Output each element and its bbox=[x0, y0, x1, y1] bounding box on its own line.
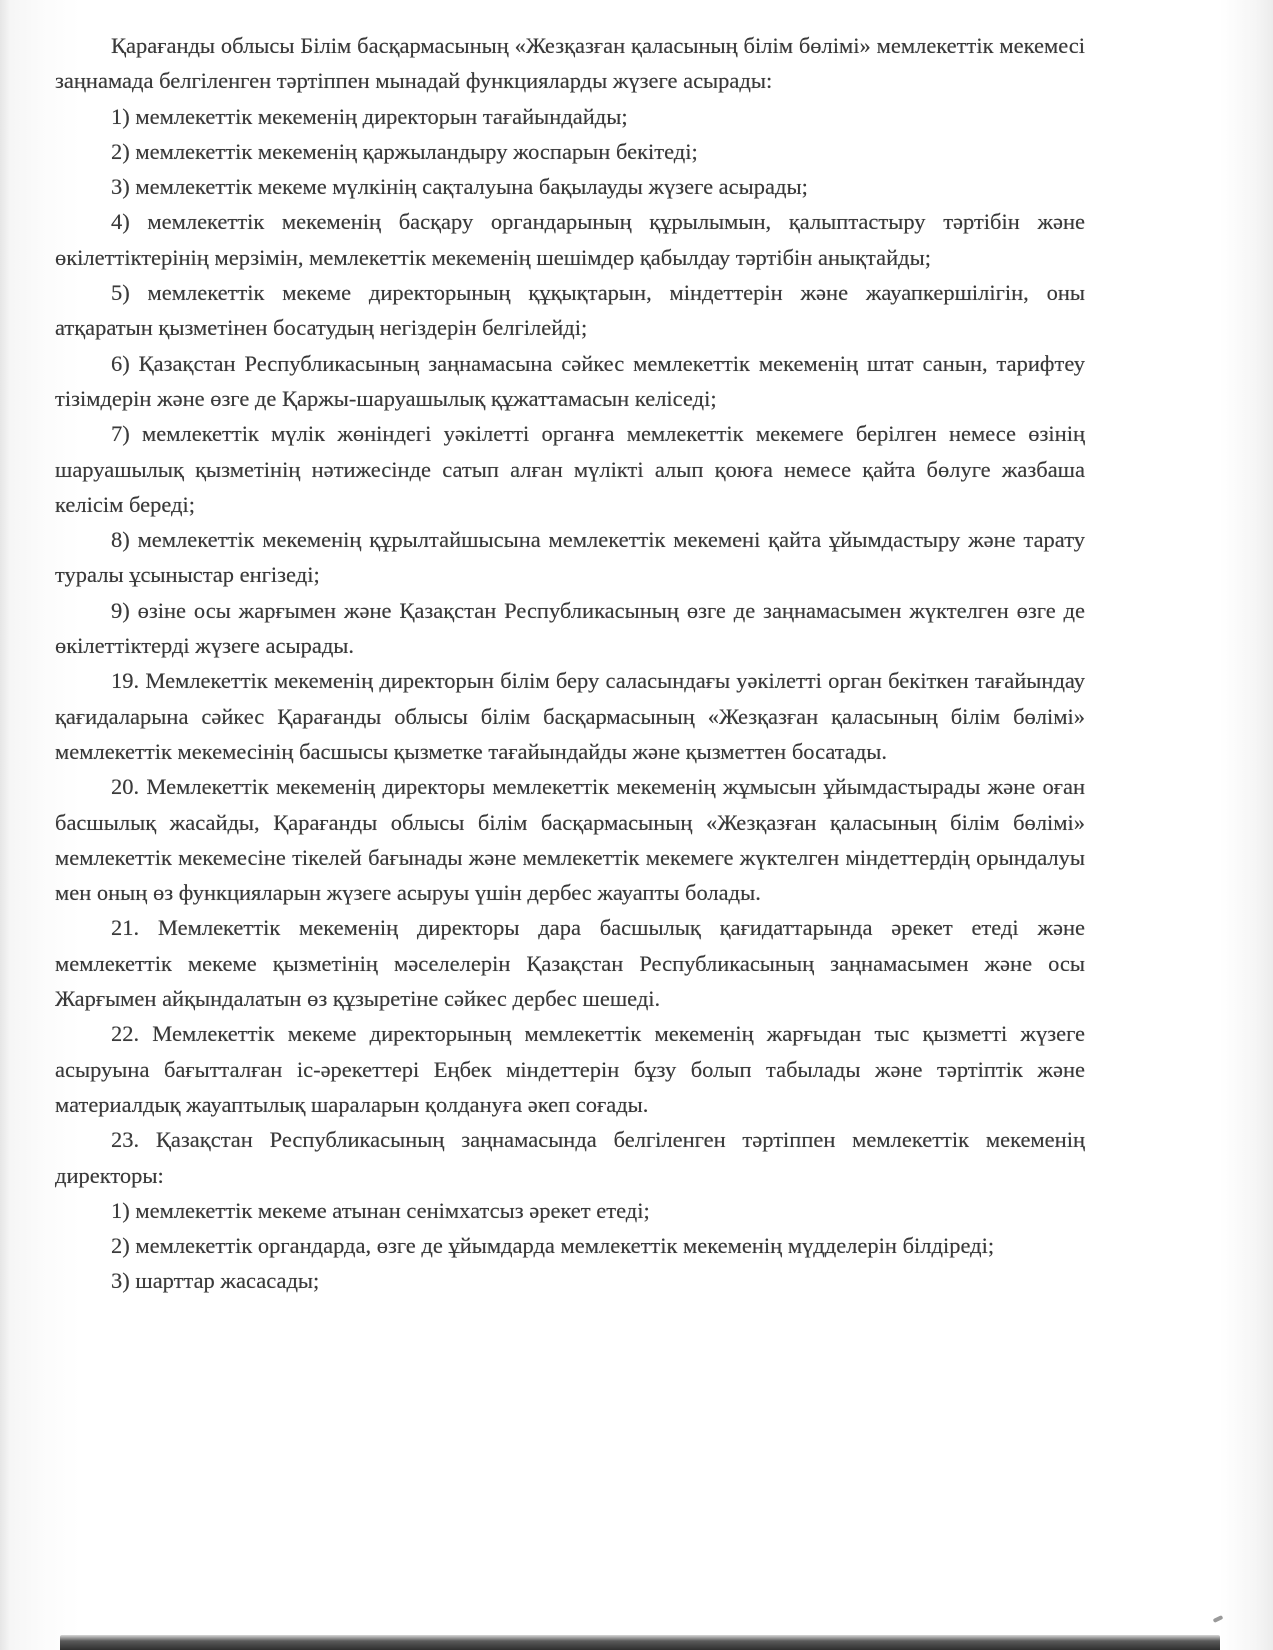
director-power-2: 2) мемлекеттік органдарда, өзге де ұйымдарда мемлекеттік мекеменің мүдделерін білдіреді; bbox=[111, 1233, 995, 1259]
clause-21: 21. Мемлекеттік мекеменің директоры дара басшылық қағидаттарында әрекет етеді және мемлекеттік мекеме қызметінің мәселелерін Қазақстан Республикасының заңнамасымен және осы Жарғымен айқындалатын өз құзыретіне сәйкес дербес шешеді. bbox=[55, 915, 1085, 1012]
function-item-5: 5) мемлекеттік мекеме директорының құқықтарын, міндеттерін және жауапкершілігін, оны атқаратын қызметінен босатудың негіздерін белгілейді; bbox=[55, 280, 1085, 341]
clause-20: 20. Мемлекеттік мекеменің директоры мемлекеттік мекеменің жұмысын ұйымдастырады және оған басшылық жасайды, Қарағанды облысы білім басқармасының «Жезқазған қаласының білім бөлімі» мемлекеттік мекемесіне тікелей бағынады және мемлекеттік мекемеге жүктелген міндеттердің орындалуы мен оның өз функцияларын жүзеге асыруы үшін дербес жауапты болады. bbox=[55, 774, 1085, 906]
director-power-1: 1) мемлекеттік мекеме атынан сенімхатсыз әрекет етеді; bbox=[111, 1197, 650, 1223]
document-body bbox=[55, 28, 1085, 1299]
function-item-2: 2) мемлекеттік мекеменің қаржыландыру жоспарын бекітеді; bbox=[111, 138, 698, 164]
function-item-9: 9) өзіне осы жарғымен және Қазақстан Республикасының өзге де заңнамасымен жүктелген өзге де өкілеттіктерді жүзеге асырады. bbox=[55, 597, 1085, 659]
function-item-4: 4) мемлекеттік мекеменің басқару органдарының құрылымын, қалыптастыру тәртібін және өкілеттіктерінің мерзімін, мемлекеттік мекеменің шешімдер қабылдау тәртібін анықтайды; bbox=[55, 209, 1085, 270]
function-item-3: 3) мемлекеттік мекеме мүлкінің сақталуына бақылауды жүзеге асырады; bbox=[111, 174, 808, 200]
clause-22: 22. Мемлекеттік мекеме директорының мемлекеттік мекеменің жарғыдан тыс қызметті жүзеге асыруына бағытталған іс-әрекеттері Еңбек міндеттерін бұзу болып табылады және тәртіптік және материалдық жауаптылық шараларын қолдануға әкеп соғады. bbox=[55, 1021, 1085, 1117]
function-item-6: 6) Қазақстан Республикасының заңнамасына сәйкес мемлекеттік мекеменің штат санын, тарифтеу тізімдерін және өзге де Қаржы-шаруашылық құжаттамасын келіседі; bbox=[55, 350, 1085, 411]
function-item-7: 7) мемлекеттік мүлік жөніндегі уәкілетті органға мемлекеттік мекемеге берілген немесе өзінің шаруашылық қызметінің нәтижесінде сатып алған мүлікті алып қоюға немесе қайта бөлуге жазбаша келісім береді; bbox=[55, 421, 1085, 517]
function-item-8: 8) мемлекеттік мекеменің құрылтайшысына мемлекеттік мекемені қайта ұйымдастыру және тарату туралы ұсыныстар енгізеді; bbox=[55, 527, 1085, 588]
scan-bottom-edge bbox=[60, 1635, 1220, 1650]
intro-paragraph: Қарағанды облысы Білім басқармасының «Жезқазған қаласының білім бөлімі» мемлекеттік мекемесі заңнамада белгіленген тәртіппен мынадай функцияларды жүзеге асырады: bbox=[55, 33, 1085, 94]
scan-corner-mark bbox=[1213, 1615, 1224, 1623]
clause-19: 19. Мемлекеттік мекеменің директорын білім беру саласындағы уәкілетті орган бекіткен тағайындау қағидаларына сәйкес Қарағанды облысы білім басқармасының «Жезқазған қаласының білім бөлімі» мемлекеттік мекемесінің басшысы қызметке тағайындайды және қызметтен босатады. bbox=[55, 668, 1085, 764]
director-power-3: 3) шарттар жасасады; bbox=[111, 1268, 320, 1294]
page-left-edge-shadow bbox=[0, 0, 10, 1650]
function-item-1: 1) мемлекеттік мекеменің директорын тағайындайды; bbox=[111, 103, 628, 129]
clause-23: 23. Қазақстан Республикасының заңнамасында белгіленген тәртіппен мемлекеттік мекеменің директоры: bbox=[55, 1127, 1085, 1188]
